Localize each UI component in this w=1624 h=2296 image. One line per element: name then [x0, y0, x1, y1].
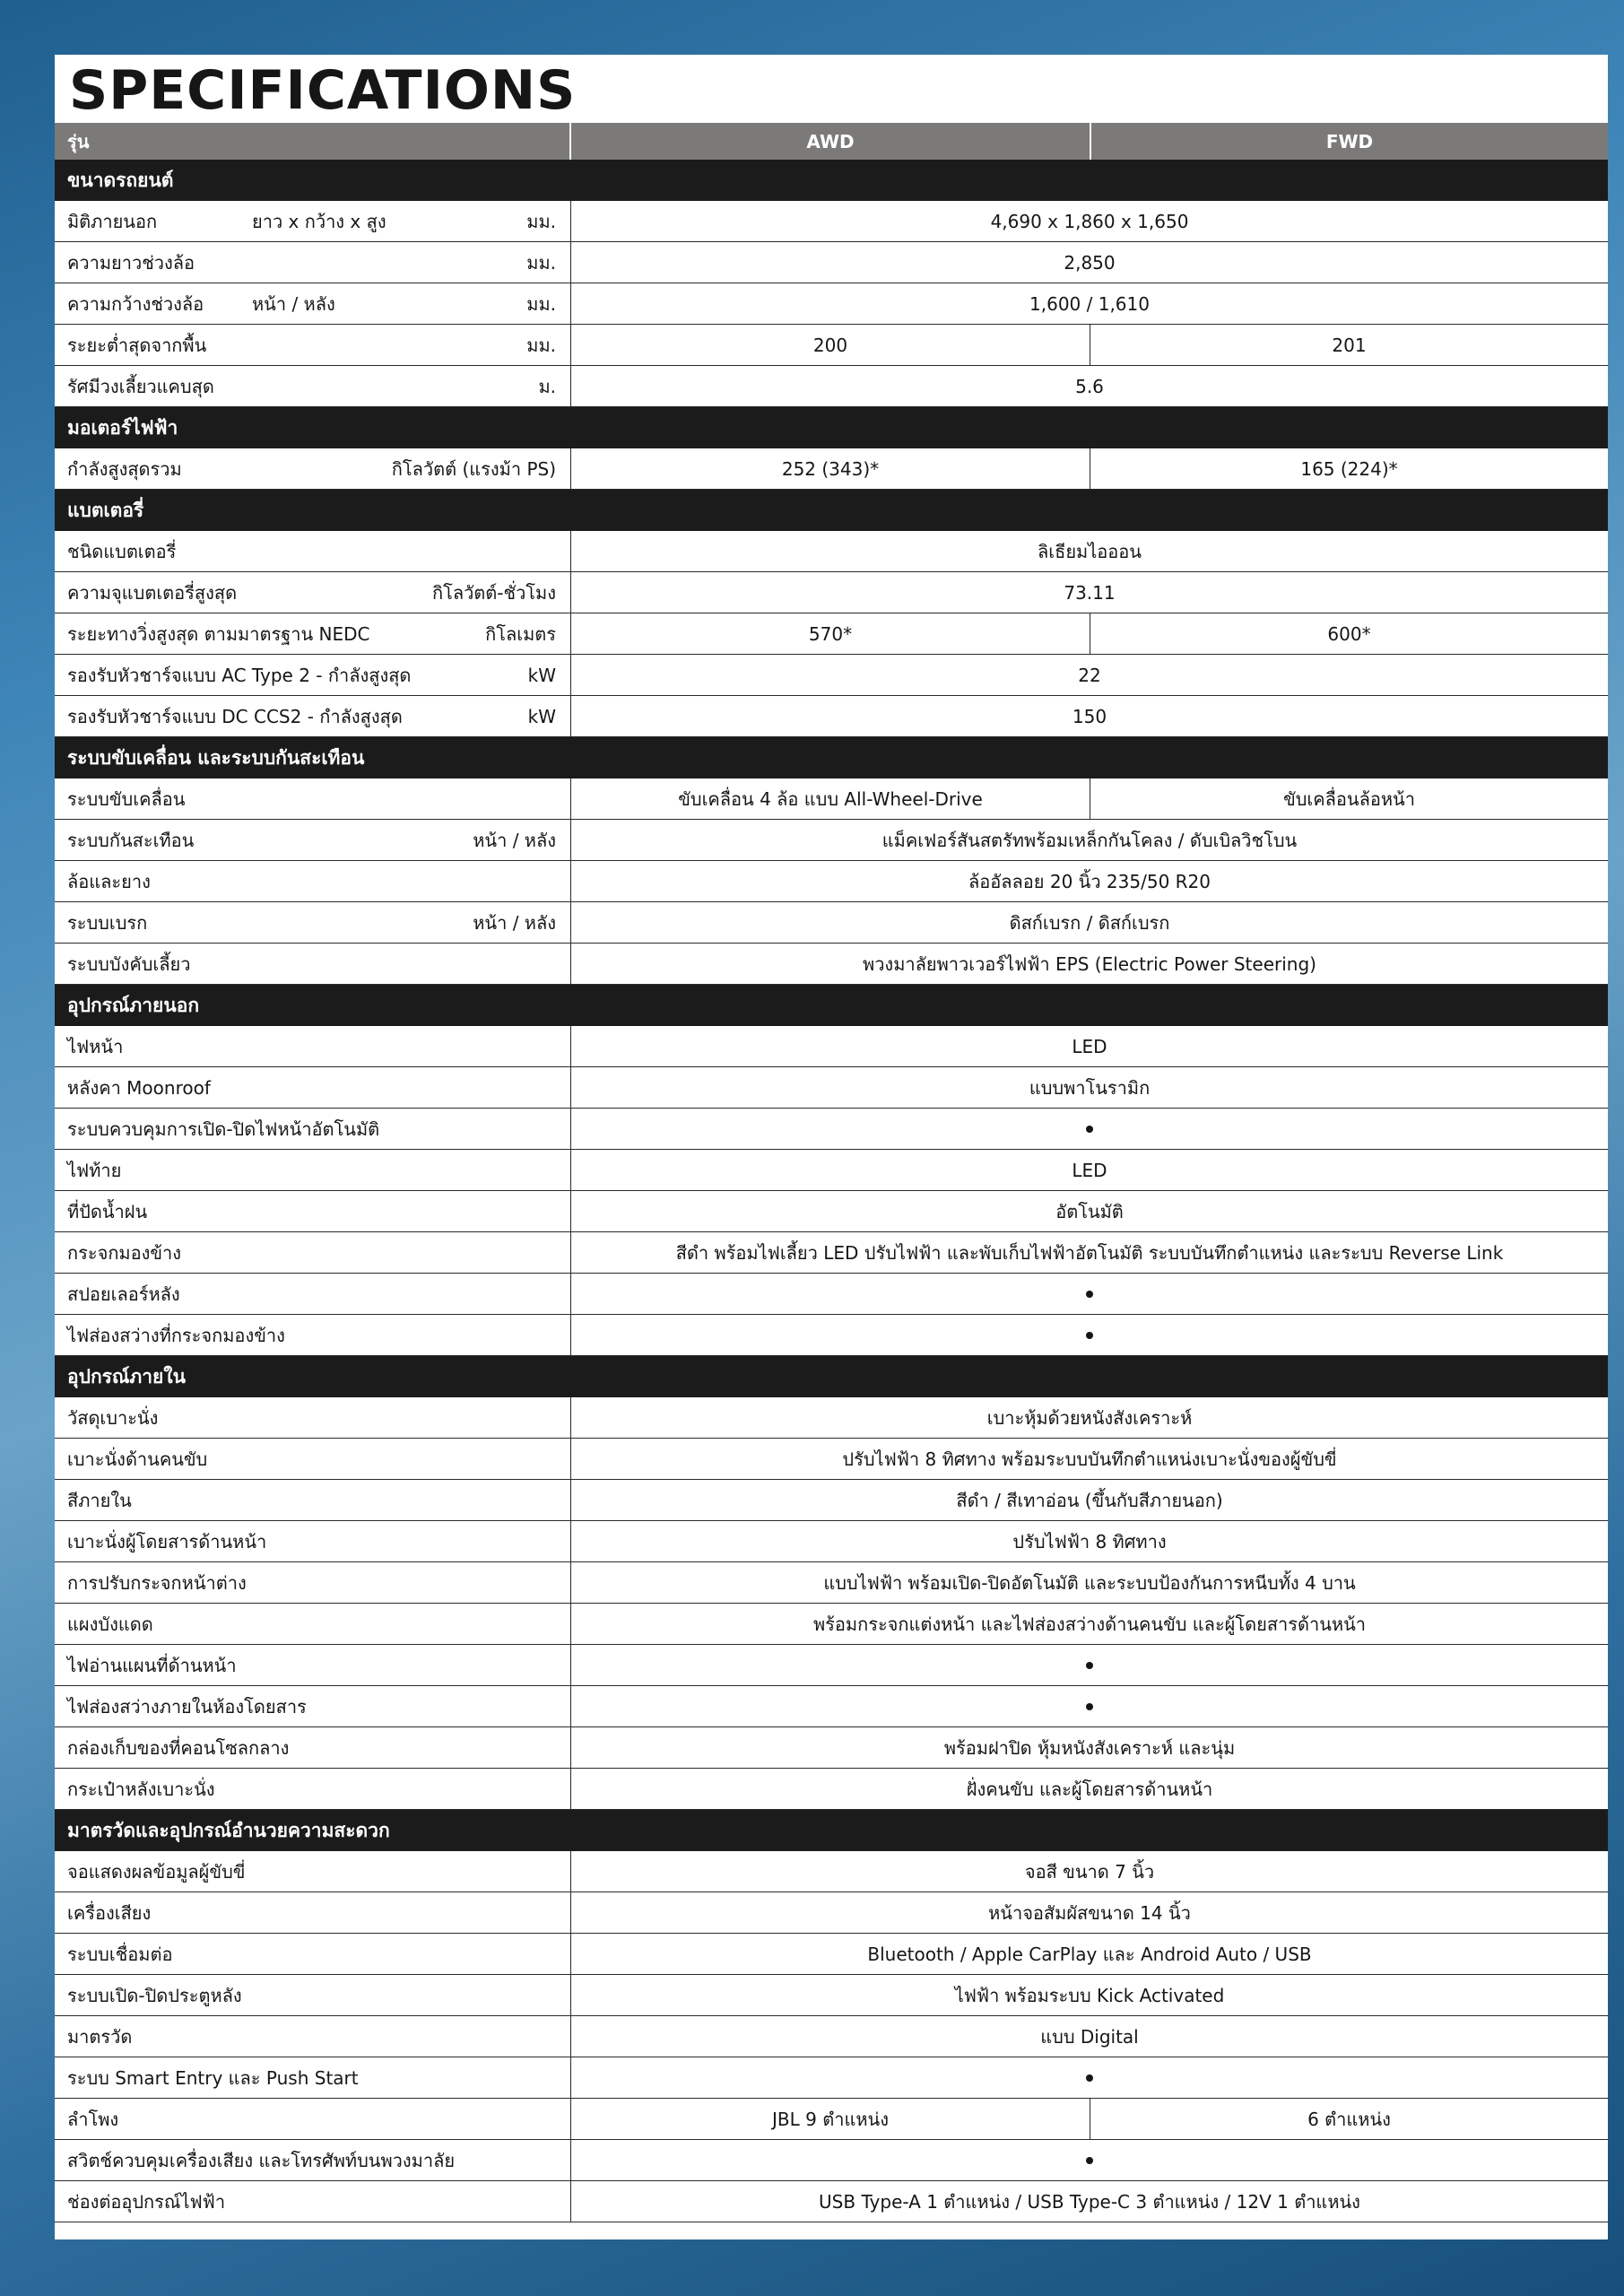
table-row — [55, 1562, 1608, 1604]
row-label: ไฟส่องสว่างที่กระจกมองข้าง — [67, 1324, 285, 1346]
row-value: พร้อมกระจกแต่งหน้า และไฟส่องสว่างด้านคนขับ และผู้โดยสารด้านหน้า — [812, 1613, 1367, 1635]
section-header: มาตรวัดและอุปกรณ์อำนวยความสะดวก — [55, 1810, 1608, 1851]
section-header: มอเตอร์ไฟฟ้า — [55, 407, 1608, 448]
row-label: การปรับกระจกหน้าต่าง — [67, 1571, 247, 1594]
row-label: ระบบเปิด-ปิดประตูหลัง — [67, 1984, 242, 2006]
row-value: แม็คเฟอร์สันสตรัทพร้อมเหล็กกันโคลง / ดับเบิลวิชโบน — [881, 829, 1298, 851]
row-label-cell — [55, 902, 571, 943]
row-value: ไฟฟ้า พร้อมระบบ Kick Activated — [954, 1984, 1225, 2006]
row-sublabel: ยาว x กว้าง x สูง — [252, 210, 386, 232]
row-value — [571, 1109, 1608, 1149]
row-label: ไฟส่องสว่างภายในห้องโดยสาร — [67, 1695, 307, 1718]
row-value: LED — [1072, 1159, 1107, 1181]
row-value: แบบ Digital — [1040, 2025, 1139, 2048]
row-unit: มม. — [526, 210, 556, 232]
row-label: ที่ปัดน้ำฝน — [67, 1200, 148, 1222]
row-unit: หน้า / หลัง — [473, 911, 556, 934]
bullet-dot-icon — [1086, 1703, 1093, 1710]
row-value: ฝั่งคนขับ และผู้โดยสารด้านหน้า — [966, 1778, 1213, 1800]
row-value-fwd: 201 — [1090, 325, 1608, 365]
row-label-cell — [55, 861, 571, 901]
table-row — [55, 1975, 1608, 2016]
row-label: เบาะนั่งด้านคนขับ — [67, 1448, 208, 1470]
row-value: 22 — [1078, 664, 1101, 686]
row-value — [571, 1274, 1608, 1314]
table-row — [55, 283, 1608, 325]
row-label: ระยะต่ำสุดจากพื้น — [67, 334, 207, 356]
row-value: ปรับไฟฟ้า 8 ทิศทาง — [1012, 1530, 1167, 1552]
table-row — [55, 1604, 1608, 1645]
bullet-dot-icon — [1086, 2074, 1093, 2082]
table-row — [55, 1439, 1608, 1480]
table-row — [55, 1645, 1608, 1686]
row-label: สปอยเลอร์หลัง — [67, 1283, 180, 1305]
row-label: ระบบบังคับเลี้ยว — [67, 952, 191, 975]
row-label-cell — [55, 2016, 571, 2057]
row-label-cell — [55, 1604, 571, 1644]
row-label: รองรับหัวชาร์จแบบ AC Type 2 - กำลังสูงสุด — [67, 664, 412, 686]
table-row — [55, 902, 1608, 944]
row-label-cell — [55, 1975, 571, 2015]
spec-table — [55, 123, 1608, 2222]
table-row — [55, 1026, 1608, 1067]
row-label-cell — [55, 820, 571, 860]
table-row — [55, 1769, 1608, 1810]
row-label-cell — [55, 1727, 571, 1768]
row-value: หน้าจอสัมผัสขนาด 14 นิ้ว — [988, 1901, 1191, 1924]
row-value — [571, 1315, 1608, 1355]
table-header — [55, 123, 1608, 160]
bullet-dot-icon — [1086, 1126, 1093, 1133]
row-value: 1,600 / 1,610 — [1029, 292, 1150, 315]
row-value: 5.6 — [1075, 375, 1104, 397]
table-row — [55, 778, 1608, 820]
row-label-cell — [55, 242, 571, 283]
row-unit: กิโลวัตต์ (แรงม้า PS) — [391, 457, 556, 480]
table-row — [55, 655, 1608, 696]
header-model-label: รุ่น — [55, 123, 571, 160]
row-label: ความยาวช่วงล้อ — [67, 251, 195, 274]
table-row — [55, 1274, 1608, 1315]
row-value-fwd: 165 (224)* — [1090, 448, 1608, 489]
table-row — [55, 1934, 1608, 1975]
row-label: จอแสดงผลข้อมูลผู้ขับขี่ — [67, 1860, 246, 1883]
table-row — [55, 2057, 1608, 2099]
row-label-cell — [55, 1109, 571, 1149]
row-label-cell — [55, 531, 571, 571]
row-value: ปรับไฟฟ้า 8 ทิศทาง พร้อมระบบบันทึกตำแหน่งเบาะนั่งของผู้ขับขี่ — [842, 1448, 1337, 1470]
section-header: แบตเตอรี่ — [55, 490, 1608, 531]
row-label-cell — [55, 1645, 571, 1685]
row-label: ไฟท้าย — [67, 1159, 122, 1181]
row-value-fwd: ขับเคลื่อนล้อหน้า — [1090, 778, 1608, 819]
row-value: ลิเธียมไอออน — [1038, 540, 1142, 562]
row-value-fwd: 6 ตำแหน่ง — [1090, 2099, 1608, 2139]
row-value: USB Type-A 1 ตำแหน่ง / USB Type-C 3 ตำแหน่ง / 12V 1 ตำแหน่ง — [819, 2190, 1360, 2213]
row-label-cell — [55, 1769, 571, 1809]
row-value: 73.11 — [1064, 581, 1116, 604]
page-title: SPECIFICATIONS — [69, 59, 577, 122]
row-label-cell — [55, 1562, 571, 1603]
table-row — [55, 1686, 1608, 1727]
row-label: ระบบ Smart Entry และ Push Start — [67, 2066, 359, 2089]
row-label: ระบบขับเคลื่อน — [67, 787, 186, 810]
table-row — [55, 696, 1608, 737]
row-value: 4,690 x 1,860 x 1,650 — [990, 210, 1189, 232]
table-row — [55, 1232, 1608, 1274]
table-row — [55, 531, 1608, 572]
table-row — [55, 201, 1608, 242]
row-label-cell — [55, 366, 571, 406]
row-label-cell — [55, 1934, 571, 1974]
row-label-cell — [55, 613, 571, 654]
table-row — [55, 1397, 1608, 1439]
row-label: เบาะนั่งผู้โดยสารด้านหน้า — [67, 1530, 267, 1552]
table-row — [55, 242, 1608, 283]
row-label: ช่องต่ออุปกรณ์ไฟฟ้า — [67, 2190, 226, 2213]
row-unit: ม. — [538, 375, 556, 397]
row-value: LED — [1072, 1035, 1107, 1057]
table-row — [55, 572, 1608, 613]
table-row — [55, 613, 1608, 655]
row-value: พวงมาลัยพาวเวอร์ไฟฟ้า EPS (Electric Power Steering) — [863, 952, 1316, 975]
row-value: จอสี ขนาด 7 นิ้ว — [1024, 1860, 1155, 1883]
table-row — [55, 861, 1608, 902]
row-label: สวิตช์ควบคุมเครื่องเสียง และโทรศัพท์บนพวงมาลัย — [67, 2149, 456, 2171]
row-label: ระบบกันสะเทือน — [67, 829, 195, 851]
row-label-cell — [55, 1067, 571, 1108]
row-label: มิติภายนอก — [67, 210, 158, 232]
row-unit: มม. — [526, 334, 556, 356]
row-value: 2,850 — [1064, 251, 1116, 274]
row-label: ล้อและยาง — [67, 870, 151, 892]
table-row — [55, 1315, 1608, 1356]
row-unit: กิโลเมตร — [485, 622, 556, 645]
row-value: แบบไฟฟ้า พร้อมเปิด-ปิดอัตโนมัติ และระบบป้องกันการหนีบทั้ง 4 บาน — [823, 1571, 1356, 1594]
row-label-cell — [55, 1315, 571, 1355]
row-value: ดิสก์เบรก / ดิสก์เบรก — [1009, 911, 1170, 934]
row-unit: หน้า / หลัง — [473, 829, 556, 851]
row-value: Bluetooth / Apple CarPlay และ Android Auto / USB — [867, 1943, 1312, 1965]
header-fwd: FWD — [1090, 123, 1608, 160]
row-label: รองรับหัวชาร์จแบบ DC CCS2 - กำลังสูงสุด — [67, 705, 403, 727]
table-row — [55, 1067, 1608, 1109]
row-value-awd: 200 — [812, 334, 848, 356]
row-label-cell — [55, 778, 571, 819]
table-row — [55, 1727, 1608, 1769]
row-label-cell — [55, 1274, 571, 1314]
row-label-cell — [55, 2181, 571, 2222]
row-value — [571, 1686, 1608, 1726]
bullet-dot-icon — [1086, 1332, 1093, 1339]
table-row — [55, 1191, 1608, 1232]
table-row — [55, 448, 1608, 490]
table-row — [55, 325, 1608, 366]
row-label: ระบบเชื่อมต่อ — [67, 1943, 173, 1965]
row-unit: kW — [527, 705, 556, 727]
row-label-cell — [55, 1397, 571, 1438]
row-label: กระจกมองข้าง — [67, 1241, 182, 1264]
row-label-cell — [55, 696, 571, 736]
row-value-awd: ขับเคลื่อน 4 ล้อ แบบ All-Wheel-Drive — [678, 787, 983, 810]
row-label: วัสดุเบาะนั่ง — [67, 1406, 159, 1429]
row-label-cell — [55, 2099, 571, 2139]
row-label-cell — [55, 944, 571, 984]
row-label-cell — [55, 572, 571, 613]
row-label: กระเป๋าหลังเบาะนั่ง — [67, 1778, 215, 1800]
table-row — [55, 1109, 1608, 1150]
row-label-cell — [55, 325, 571, 365]
row-label: ลำโพง — [67, 2108, 119, 2130]
row-label: ไฟหน้า — [67, 1035, 124, 1057]
row-sublabel: หน้า / หลัง — [252, 292, 335, 315]
table-row — [55, 944, 1608, 985]
row-unit: มม. — [526, 251, 556, 274]
row-label-cell — [55, 1686, 571, 1726]
table-row — [55, 2099, 1608, 2140]
header-awd: AWD — [806, 130, 855, 152]
row-value-awd: 252 (343)* — [781, 457, 880, 480]
row-label-cell — [55, 448, 571, 489]
table-row — [55, 2181, 1608, 2222]
table-row — [55, 1150, 1608, 1191]
row-unit: kW — [527, 664, 556, 686]
row-label-cell — [55, 1480, 571, 1520]
row-label-cell — [55, 2140, 571, 2180]
row-value: แบบพาโนรามิก — [1029, 1076, 1151, 1099]
bullet-dot-icon — [1086, 1291, 1093, 1298]
row-label-cell — [55, 2057, 571, 2098]
row-value — [571, 2140, 1608, 2180]
row-label: กำลังสูงสุดรวม — [67, 457, 182, 480]
row-label: ชนิดแบตเตอรี่ — [67, 540, 177, 562]
row-label: มาตรวัด — [67, 2025, 133, 2048]
row-label: หลังคา Moonroof — [67, 1076, 211, 1099]
table-row — [55, 2140, 1608, 2181]
section-header: อุปกรณ์ภายใน — [55, 1356, 1608, 1397]
row-value: สีดำ / สีเทาอ่อน (ขึ้นกับสีภายนอก) — [956, 1489, 1223, 1511]
row-value: 150 — [1072, 705, 1107, 727]
row-label-cell — [55, 1026, 571, 1066]
table-row — [55, 1892, 1608, 1934]
table-row — [55, 1480, 1608, 1521]
section-header: อุปกรณ์ภายนอก — [55, 985, 1608, 1026]
table-row — [55, 820, 1608, 861]
row-unit: มม. — [526, 292, 556, 315]
row-value: เบาะหุ้มด้วยหนังสังเคราะห์ — [986, 1406, 1193, 1429]
table-row — [55, 2016, 1608, 2057]
row-label: เครื่องเสียง — [67, 1901, 152, 1924]
row-label-cell — [55, 1439, 571, 1479]
row-value-awd: 570* — [808, 622, 853, 645]
row-label-cell — [55, 1521, 571, 1561]
row-label-cell — [55, 1851, 571, 1892]
row-value-awd: JBL 9 ตำแหน่ง — [772, 2108, 889, 2130]
row-label: ระยะทางวิ่งสูงสุด ตามมาตรฐาน NEDC — [67, 622, 370, 645]
row-label-cell — [55, 1191, 571, 1231]
row-label: แผงบังแดด — [67, 1613, 153, 1635]
row-value: อัตโนมัติ — [1055, 1200, 1124, 1222]
table-row — [55, 1851, 1608, 1892]
section-header: ขนาดรถยนต์ — [55, 160, 1608, 201]
row-label-cell — [55, 201, 571, 241]
bullet-dot-icon — [1086, 2157, 1093, 2164]
row-label-cell — [55, 1150, 571, 1190]
row-label: ไฟอ่านแผนที่ด้านหน้า — [67, 1654, 237, 1676]
row-label: ความจุแบตเตอรี่สูงสุด — [67, 581, 238, 604]
row-label-cell — [55, 1232, 571, 1273]
row-value: ล้ออัลลอย 20 นิ้ว 235/50 R20 — [968, 870, 1211, 892]
row-value — [571, 1645, 1608, 1685]
table-row — [55, 1521, 1608, 1562]
row-label-cell — [55, 1892, 571, 1933]
row-label: ระบบเบรก — [67, 911, 148, 934]
row-value: พร้อมฝาปิด หุ้มหนังสังเคราะห์ และนุ่ม — [943, 1736, 1236, 1759]
spec-sheet — [55, 55, 1608, 2239]
row-label: ระบบควบคุมการเปิด-ปิดไฟหน้าอัตโนมัติ — [67, 1118, 380, 1140]
row-label: กล่องเก็บของที่คอนโซลกลาง — [67, 1736, 290, 1759]
bullet-dot-icon — [1086, 1662, 1093, 1669]
row-unit: กิโลวัตต์-ชั่วโมง — [431, 581, 556, 604]
row-value: สีดำ พร้อมไฟเลี้ยว LED ปรับไฟฟ้า และพับเก็บไฟฟ้าอัตโนมัติ ระบบบันทึกตำแหน่ง และระบบ Reverse Link — [675, 1241, 1504, 1264]
table-row — [55, 366, 1608, 407]
row-label: สีภายใน — [67, 1489, 132, 1511]
row-label: รัศมีวงเลี้ยวแคบสุด — [67, 375, 214, 397]
row-label-cell — [55, 283, 571, 324]
row-value — [571, 2057, 1608, 2098]
section-header: ระบบขับเคลื่อน และระบบกันสะเทือน — [55, 737, 1608, 778]
row-label: ความกว้างช่วงล้อ — [67, 292, 204, 315]
row-value-fwd: 600* — [1090, 613, 1608, 654]
row-label-cell — [55, 655, 571, 695]
